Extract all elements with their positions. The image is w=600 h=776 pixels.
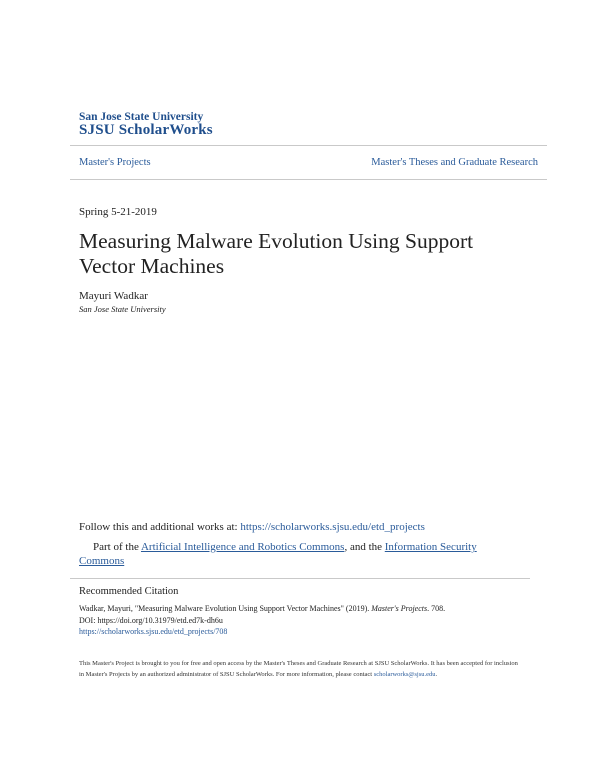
top-divider bbox=[70, 145, 547, 146]
recommended-citation-heading: Recommended Citation bbox=[79, 586, 179, 597]
access-note bbox=[79, 658, 519, 680]
access-note-text: This Master's Project is brought to you for free and open access by the Master's Theses and Graduate Research at SJSU ScholarWorks. It has been accepted for inclusion in Master's Projects by an authorized administrator of SJSU ScholarWorks. For more information, please contact bbox=[79, 660, 518, 678]
follow-url-link[interactable]: https://scholarworks.sjsu.edu/etd_projects bbox=[240, 521, 425, 533]
author-name: Mayuri Wadkar bbox=[79, 290, 148, 302]
citation-doi: DOI: https://doi.org/10.31979/etd.ed7k-dh6u bbox=[79, 615, 223, 625]
repository-name[interactable]: SJSU ScholarWorks bbox=[79, 122, 213, 138]
nav-divider bbox=[70, 179, 547, 180]
citation-block bbox=[79, 603, 519, 638]
author-affiliation: San Jose State University bbox=[79, 304, 166, 314]
masters-projects-link[interactable]: Master's Projects bbox=[79, 157, 151, 168]
citation-text: Wadkar, Mayuri, "Measuring Malware Evolution Using Support Vector Machines" (2019). bbox=[79, 604, 372, 613]
citation-url-link[interactable]: https://scholarworks.sjsu.edu/etd_projects/708 bbox=[79, 627, 228, 636]
information-security-commons-link[interactable]: Information Security Commons bbox=[79, 541, 477, 567]
access-note-end: . bbox=[435, 671, 438, 678]
masters-theses-link[interactable]: Master's Theses and Graduate Research bbox=[371, 157, 538, 168]
paper-title: Measuring Malware Evolution Using Support Vector Machines bbox=[79, 229, 474, 278]
citation-series: Master's Projects bbox=[371, 604, 428, 613]
publication-date: Spring 5-21-2019 bbox=[79, 206, 157, 218]
citation-divider bbox=[70, 578, 530, 579]
citation-number: . 708. bbox=[427, 604, 446, 613]
follow-line bbox=[79, 521, 425, 533]
ai-robotics-commons-link[interactable]: Artificial Intelligence and Robotics Commons bbox=[140, 541, 345, 553]
university-name: San Jose State University bbox=[79, 111, 204, 123]
contact-email-link[interactable]: scholarworks@sjsu.edu bbox=[373, 671, 436, 678]
follow-label: Follow this and additional works at: bbox=[79, 521, 241, 533]
part-of-middle: , and the bbox=[344, 541, 385, 553]
part-of-line bbox=[79, 540, 509, 568]
part-of-prefix: Part of the bbox=[93, 541, 141, 553]
